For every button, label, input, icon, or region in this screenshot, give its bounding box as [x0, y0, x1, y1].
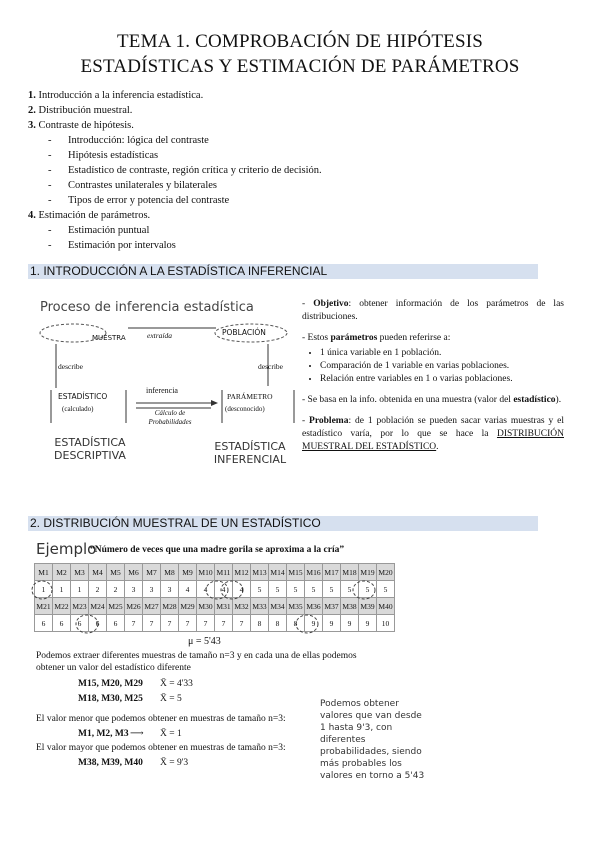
example-sample-3: M1, M2, M3 [78, 729, 129, 739]
table-cell: 7 [143, 615, 161, 632]
table-cell: 5 [359, 581, 377, 598]
table-cell: M23 [71, 598, 89, 615]
table-cell: 5 [269, 581, 287, 598]
valor-menor-paragraph: El valor menor que podemos obtener en muestras de tamaño n=3: [36, 714, 286, 724]
table-cell: 3 [125, 581, 143, 598]
table-cell: M5 [107, 564, 125, 581]
table-cell: M3 [71, 564, 89, 581]
table-cell: 5 [251, 581, 269, 598]
table-cell: M8 [161, 564, 179, 581]
circle-annotation [32, 581, 52, 599]
table-cell: M24 [89, 598, 107, 615]
example-mean-4: X̄ = 9'3 [160, 758, 189, 768]
outline-item: 2. Distribución muestral. [28, 105, 133, 116]
table-cell: 4 [233, 581, 251, 598]
table-cell: 8 [269, 615, 287, 632]
table-cell: M13 [251, 564, 269, 581]
table-cell: M21 [35, 598, 53, 615]
table-cell: 5 [305, 581, 323, 598]
table-cell: M35 [287, 598, 305, 615]
table-cell: 7 [197, 615, 215, 632]
page-title-line2: ESTADÍSTICAS Y ESTIMACIÓN DE PARÁMETROS [80, 56, 520, 77]
desconocido-label: (desconocido) [225, 405, 265, 413]
table-cell: M33 [251, 598, 269, 615]
table-cell: 8 [251, 615, 269, 632]
example-mean-3: X̄ = 1 [160, 729, 182, 739]
table-cell: 2 [107, 581, 125, 598]
table-cell: 4 [215, 581, 233, 598]
table-cell: 5 [323, 581, 341, 598]
table-cell: M18 [341, 564, 359, 581]
problema-paragraph: - Problema: de 1 población se pueden sacar varias muestras y el estadístico varía, por lo que se hace la DISTRIBUCIÓN MUESTRAL DEL ESTADÍSTICO. [302, 416, 564, 452]
arrow-3: ⟶ [130, 729, 144, 739]
outline-item: 4. Estimación de parámetros. [28, 210, 151, 221]
table-cell: M19 [359, 564, 377, 581]
outline-item: 1. Introducción a la inferencia estadística. [28, 90, 204, 101]
table-cell: M34 [269, 598, 287, 615]
basa-paragraph: - Se basa en la info. obtenida en una muestra (valor del estadístico). [302, 395, 562, 405]
table-cell: M26 [125, 598, 143, 615]
poblacion-label: POBLACIÓN [222, 328, 266, 337]
parametros-list [320, 347, 564, 386]
table-cell: 7 [233, 615, 251, 632]
example-mean-2: X̄ = 5 [160, 694, 182, 704]
outline-subitem: - Contrastes unilaterales y bilaterales [48, 180, 217, 191]
outline-subitem: - Introducción: lógica del contraste [48, 135, 209, 146]
table-cell: M6 [125, 564, 143, 581]
table-cell: M38 [341, 598, 359, 615]
table-cell: M27 [143, 598, 161, 615]
table-cell: 3 [143, 581, 161, 598]
table-cell: 4 [197, 581, 215, 598]
table-cell: 3 [161, 581, 179, 598]
list-item: • 1 única variable en 1 población. [320, 347, 564, 360]
diagram-title: Proceso de inferencia estadística [40, 300, 254, 315]
extraer-paragraph: Podemos extraer diferentes muestras de tamaño n=3 y en cada una de ellas podemos obtener un valor del estadístico diferente [36, 651, 357, 673]
table-cell: M17 [323, 564, 341, 581]
table-cell: 1 [35, 581, 53, 598]
table-cell: M4 [89, 564, 107, 581]
table-cell: 9 [359, 615, 377, 632]
muestra-label: MUESTRA [92, 334, 126, 342]
table-cell: M28 [161, 598, 179, 615]
handwritten-note: Podemos obtener valores que van desde 1 hasta 9'3, con diferentes probabilidades, siendo más probables los valores en torno a 5'43 [320, 699, 425, 781]
table-cell: M1 [35, 564, 53, 581]
table-cell: 2 [89, 581, 107, 598]
inferencia-label: inferencia [146, 386, 178, 395]
section-heading-2: 2. DISTRIBUCIÓN MUESTRAL DE UN ESTADÍSTICO [28, 516, 538, 531]
table-cell: M9 [179, 564, 197, 581]
outline-item: 3. Contraste de hipótesis. [28, 120, 134, 131]
table-cell: 5 [341, 581, 359, 598]
table-cell: 7 [125, 615, 143, 632]
table-cell: M15 [287, 564, 305, 581]
table-cell: 7 [179, 615, 197, 632]
table-cell: 9 [305, 615, 323, 632]
circle-annotation [206, 581, 228, 599]
population-mean: μ = 5'43 [188, 636, 221, 647]
table-cell: 7 [161, 615, 179, 632]
example-sample-2: M18, M30, M25 [78, 694, 143, 704]
inferencia-arrowhead [211, 400, 218, 406]
table-cell: 4 [179, 581, 197, 598]
table-cell: M14 [269, 564, 287, 581]
table-cell: M7 [143, 564, 161, 581]
table-cell: 1 [71, 581, 89, 598]
table-cell: M39 [359, 598, 377, 615]
table-cell: M12 [233, 564, 251, 581]
ejemplo-label: Ejemplo [36, 540, 97, 558]
table-cell: M32 [233, 598, 251, 615]
table-cell: M30 [197, 598, 215, 615]
table-cell: M20 [377, 564, 395, 581]
valor-mayor-paragraph: El valor mayor que podemos obtener en muestras de tamaño n=3: [36, 743, 286, 753]
circle-annotation [353, 581, 375, 599]
table-cell: 5 [287, 581, 305, 598]
table-cell: M10 [197, 564, 215, 581]
example-mean-1: X̄ = 4'33 [160, 679, 193, 689]
calculado-label: (calculado) [62, 405, 94, 413]
estadistica-descriptiva-label: ESTADÍSTICA DESCRIPTIVA [54, 436, 126, 462]
describe-right: describe [258, 362, 283, 371]
outline-subitem: - Estadístico de contraste, región crítica y criterio de decisión. [48, 165, 322, 176]
outline-subitem: - Hipótesis estadísticas [48, 150, 159, 161]
table-cell: M22 [53, 598, 71, 615]
list-item: • Relación entre variables en 1 o varias poblaciones. [320, 373, 564, 386]
parametros-paragraph: - Estos parámetros pueden referirse a: [302, 333, 451, 343]
table-cell: 9 [341, 615, 359, 632]
outline [28, 88, 322, 253]
example-sample-1: M15, M20, M29 [78, 679, 143, 689]
circle-annotation [296, 615, 318, 633]
table-cell: 1 [53, 581, 71, 598]
table-cell: 8 [287, 615, 305, 632]
table-cell: 6 [71, 615, 89, 632]
outline-subitem: - Tipos de error y potencia del contraste [48, 195, 230, 206]
table-cell: 6 [107, 615, 125, 632]
table-cell: 5 [377, 581, 395, 598]
table-cell: M40 [377, 598, 395, 615]
estadistico-label: ESTADÍSTICO [58, 392, 108, 401]
table-cell: 6 [35, 615, 53, 632]
calculo-probabilidades-label: Cálculo de Probabilidades [148, 409, 192, 426]
list-item: • Comparación de 1 variable en varias poblaciones. [320, 360, 564, 373]
section-heading-1: 1. INTRODUCCIÓN A LA ESTADÍSTICA INFERENCIAL [28, 264, 538, 279]
outline-subitem: - Estimación por intervalos [48, 240, 176, 251]
ejemplo-quote: “Número de veces que una madre gorila se aproxima a la cría” [90, 545, 345, 555]
table-cell: M2 [53, 564, 71, 581]
estadistica-inferencial-label: ESTADÍSTICA INFERENCIAL [213, 440, 287, 466]
circle-annotation [76, 615, 98, 633]
table-cell: M11 [215, 564, 233, 581]
table-cell: M25 [107, 598, 125, 615]
example-sample-4: M38, M39, M40 [78, 758, 143, 768]
table-cell: 6 [53, 615, 71, 632]
table-cell: M37 [323, 598, 341, 615]
table-cell: M36 [305, 598, 323, 615]
describe-left: describe [58, 362, 83, 371]
parametro-label: PARÁMETRO [227, 392, 273, 401]
outline-subitem: - Estimación puntual [48, 225, 150, 236]
table-cell: 7 [215, 615, 233, 632]
intro-text-column [302, 298, 564, 462]
table-cell: M31 [215, 598, 233, 615]
table-cell: 10 [377, 615, 395, 632]
page-title-line1: TEMA 1. COMPROBACIÓN DE HIPÓTESIS [116, 31, 484, 52]
table-cell: 6 [89, 615, 107, 632]
table-cell: M29 [179, 598, 197, 615]
circle-annotations [30, 578, 410, 638]
table-cell: 9 [323, 615, 341, 632]
objetivo-paragraph: - Objetivo: obtener información de los parámetros de las distribuciones. [302, 299, 564, 322]
table-cell: M16 [305, 564, 323, 581]
extraida-label: extraída [147, 331, 172, 340]
